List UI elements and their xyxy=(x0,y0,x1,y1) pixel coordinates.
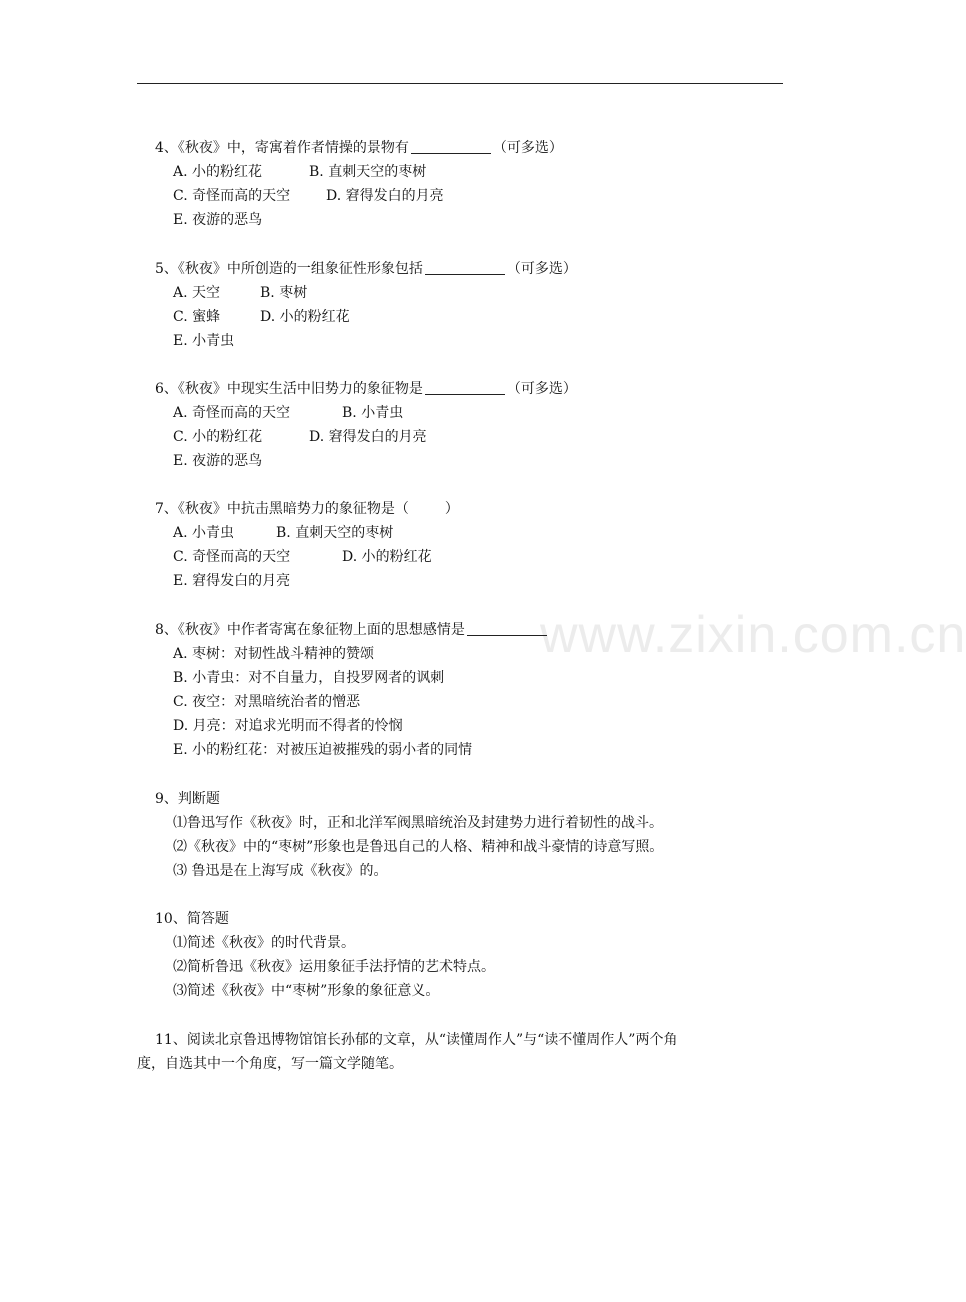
question-7-option-a: A. 小青虫 xyxy=(173,525,235,541)
question-8-stem: 8、《秋夜》中作者寄寓在象征物上面的思想感情是 xyxy=(155,618,549,642)
question-8-option-e: E. 小的粉红花：对被压迫被摧残的弱小者的同情 xyxy=(173,742,473,758)
question-8-option-a: A. 枣树：对韧性战斗精神的赞颂 xyxy=(173,646,375,662)
question-9-item-3: ⑶ 鲁迅是在上海写成《秋夜》的。 xyxy=(173,863,388,879)
answer-blank xyxy=(467,621,547,636)
question-9-item-2: ⑵《秋夜》中的“枣树”形象也是鲁迅自己的人格、精神和战斗豪情的诗意写照。 xyxy=(173,839,664,855)
question-7-option-d: D. 小的粉红花 xyxy=(342,549,432,565)
question-10-item-1: ⑴简述《秋夜》的时代背景。 xyxy=(173,935,355,951)
answer-blank xyxy=(411,139,491,154)
question-10-item-3: ⑶简述《秋夜》中“枣树”形象的象征意义。 xyxy=(173,983,440,999)
question-10-item-2: ⑵简析鲁迅《秋夜》运用象征手法抒情的艺术特点。 xyxy=(173,959,495,975)
question-10-title: 10、简答题 xyxy=(155,911,229,927)
question-5-option-e: E. 小青虫 xyxy=(173,333,235,349)
question-5-option-c: C. 蜜蜂 xyxy=(173,309,221,325)
question-5-stem: 5、《秋夜》中所创造的一组象征性形象包括 （可多选） xyxy=(155,261,577,277)
question-4-option-e: E. 夜游的恶鸟 xyxy=(173,212,263,228)
question-5-option-a: A. 天空 xyxy=(173,285,221,301)
question-7-stem: 7、《秋夜》中抗击黑暗势力的象征物是（ ） xyxy=(155,501,459,517)
question-6-option-a: A. 奇怪而高的天空 xyxy=(173,405,291,421)
question-5-option-b: B. 枣树 xyxy=(260,285,308,301)
answer-blank xyxy=(425,380,505,395)
question-7-option-c: C. 奇怪而高的天空 xyxy=(173,549,291,565)
watermark: www.zixin.com.cn xyxy=(540,606,966,664)
question-7-option-b: B. 直刺天空的枣树 xyxy=(276,525,394,541)
question-4-option-d: D. 窘得发白的月亮 xyxy=(326,188,444,204)
question-9-item-1: ⑴鲁迅写作《秋夜》时，正和北洋军阀黑暗统治及封建势力进行着韧性的战斗。 xyxy=(173,815,663,831)
question-8-option-c: C. 夜空：对黑暗统治者的憎恶 xyxy=(173,694,361,710)
question-11-line-2: 度，自选其中一个角度，写一篇文学随笔。 xyxy=(137,1056,403,1072)
question-8-option-b: B. 小青虫：对不自量力，自投罗网者的讽刺 xyxy=(173,670,445,686)
question-4-option-c: C. 奇怪而高的天空 xyxy=(173,188,291,204)
question-7-option-e: E. 窘得发白的月亮 xyxy=(173,573,291,589)
answer-blank xyxy=(425,260,505,275)
question-6-option-c: C. 小的粉红花 xyxy=(173,429,263,445)
question-8-option-d: D. 月亮：对追求光明而不得者的怜悯 xyxy=(173,718,403,734)
question-4-option-b: B. 直刺天空的枣树 xyxy=(309,164,427,180)
question-9-title: 9、判断题 xyxy=(155,791,220,807)
header-rule xyxy=(137,83,783,84)
question-5-option-d: D. 小的粉红花 xyxy=(260,309,350,325)
question-4-option-a: A. 小的粉红花 xyxy=(173,164,263,180)
question-6-option-d: D. 窘得发白的月亮 xyxy=(309,429,427,445)
question-6-stem: 6、《秋夜》中现实生活中旧势力的象征物是 （可多选） xyxy=(155,381,577,397)
question-6-option-b: B. 小青虫 xyxy=(342,405,404,421)
question-11-line-1: 11、阅读北京鲁迅博物馆馆长孙郁的文章，从“读懂周作人”与“读不懂周作人”两个角 xyxy=(155,1032,678,1048)
question-6-option-e: E. 夜游的恶鸟 xyxy=(173,453,263,469)
question-4-stem: 4、《秋夜》中，寄寓着作者情操的景物有 （可多选） xyxy=(155,140,563,156)
